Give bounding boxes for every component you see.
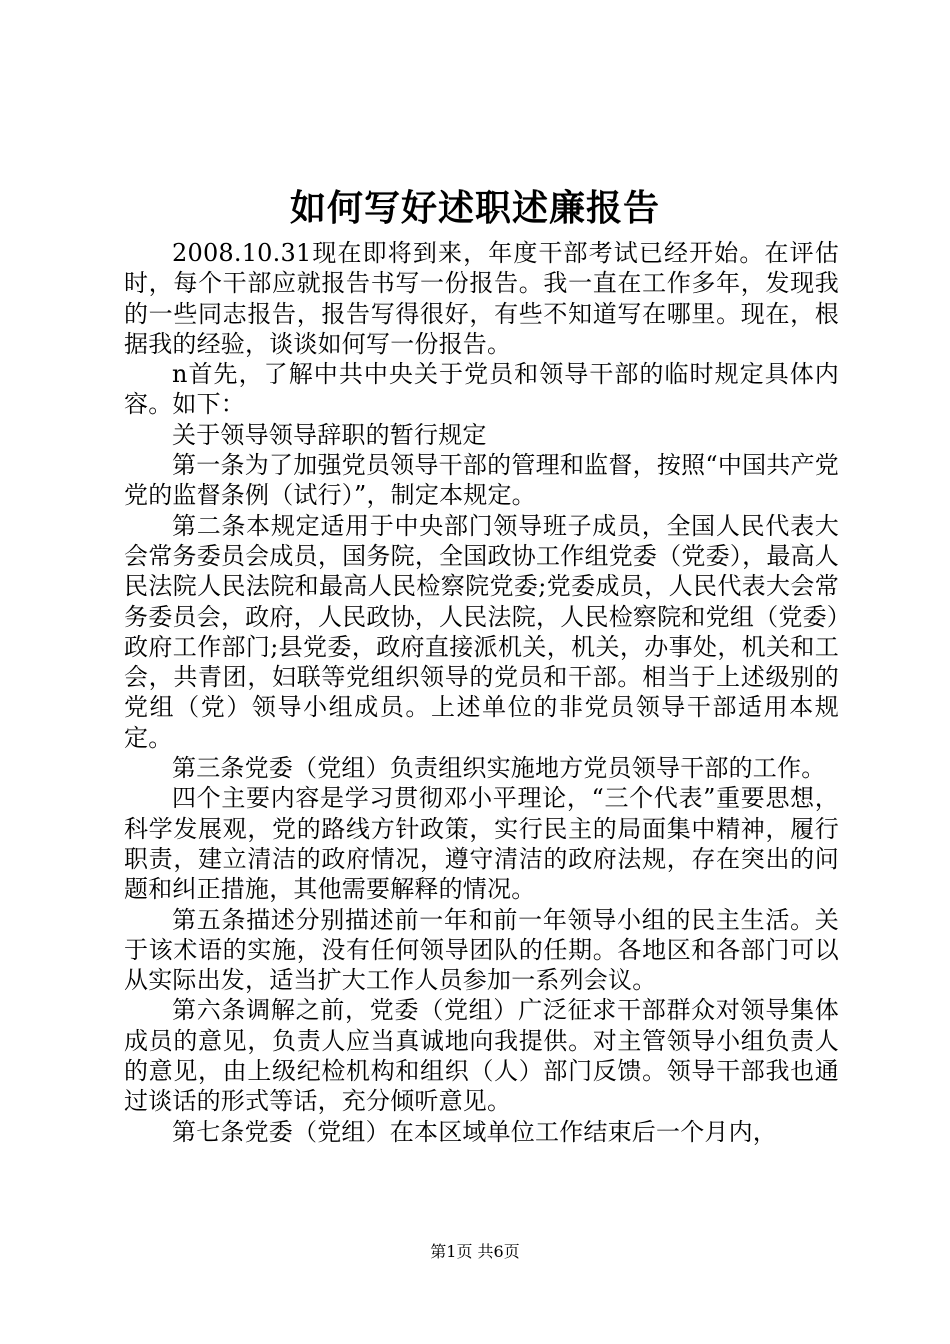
paragraph-article-3: 第三条党委（党组）负责组织实施地方党员领导干部的工作。 [172, 754, 826, 783]
paragraph-article-5: 第五条描述分别描述前一年和前一年领导小组的民主生活。关于该术语的实施，没有任何领导团队的任期。各地区和各部门可以从实际出发，适当扩大工作人员参加一系列会议。 [124, 905, 839, 995]
paragraph-article-6: 第六条调解之前，党委（党组）广泛征求干部群众对领导集体成员的意见，负责人应当真诚地向我提供。对主管领导小组负责人的意见，由上级纪检机构和组织（人）部门反馈。领导干部我也通过谈话的形式等话，充分倾听意见。 [124, 996, 839, 1116]
paragraph-article-1: 第一条为了加强党员领导干部的管理和监督，按照“中国共产党党的监督条例（试行）”，制定本规定。 [124, 451, 839, 510]
paragraph-article-4: 四个主要内容是学习贯彻邓小平理论，“三个代表”重要思想，科学发展观，党的路线方针政策，实行民主的局面集中精神，履行职责，建立清洁的政府情况，遵守清洁的政府法规，存在突出的问题和纠正措施，其他需要解释的情况。 [124, 784, 839, 904]
paragraph-article-2: 第二条本规定适用于中央部门领导班子成员，全国人民代表大会常务委员会成员，国务院，全国政协工作组党委（党委），最高人民法院人民法院和最高人民检察院党委;党委成员，人民代表大会常务委员会，政府，人民政协，人民法院，人民检察院和党组（党委）政府工作部门;县党委，政府直接派机关，机关，办事处，机关和工会，共青团，妇联等党组织领导的党员和干部。相当于上述级别的党组（党）领导小组成员。上述单位的非党员领导干部适用本规定。 [124, 511, 839, 752]
paragraph-subtitle: 关于领导领导辞职的暂行规定 [172, 420, 487, 449]
paragraph-article-7: 第七条党委（党组）在本区域单位工作结束后一个月内， [172, 1117, 777, 1146]
document-body [124, 238, 839, 1147]
document-title: 如何写好述职述廉报告 [289, 187, 660, 229]
paragraph-intro: 2008.10.31现在即将到来，年度干部考试已经开始。在评估时，每个干部应就报告书写一份报告。我一直在工作多年，发现我的一些同志报告，报告写得很好，有些不知道写在哪里。现在，根据我的经验，谈谈如何写一份报告。 [124, 239, 839, 358]
page-footer: 第1页 共6页 [430, 1242, 520, 1261]
paragraph-first: n首先，了解中共中央关于党员和领导干部的临时规定具体内容。如下： [124, 360, 839, 419]
